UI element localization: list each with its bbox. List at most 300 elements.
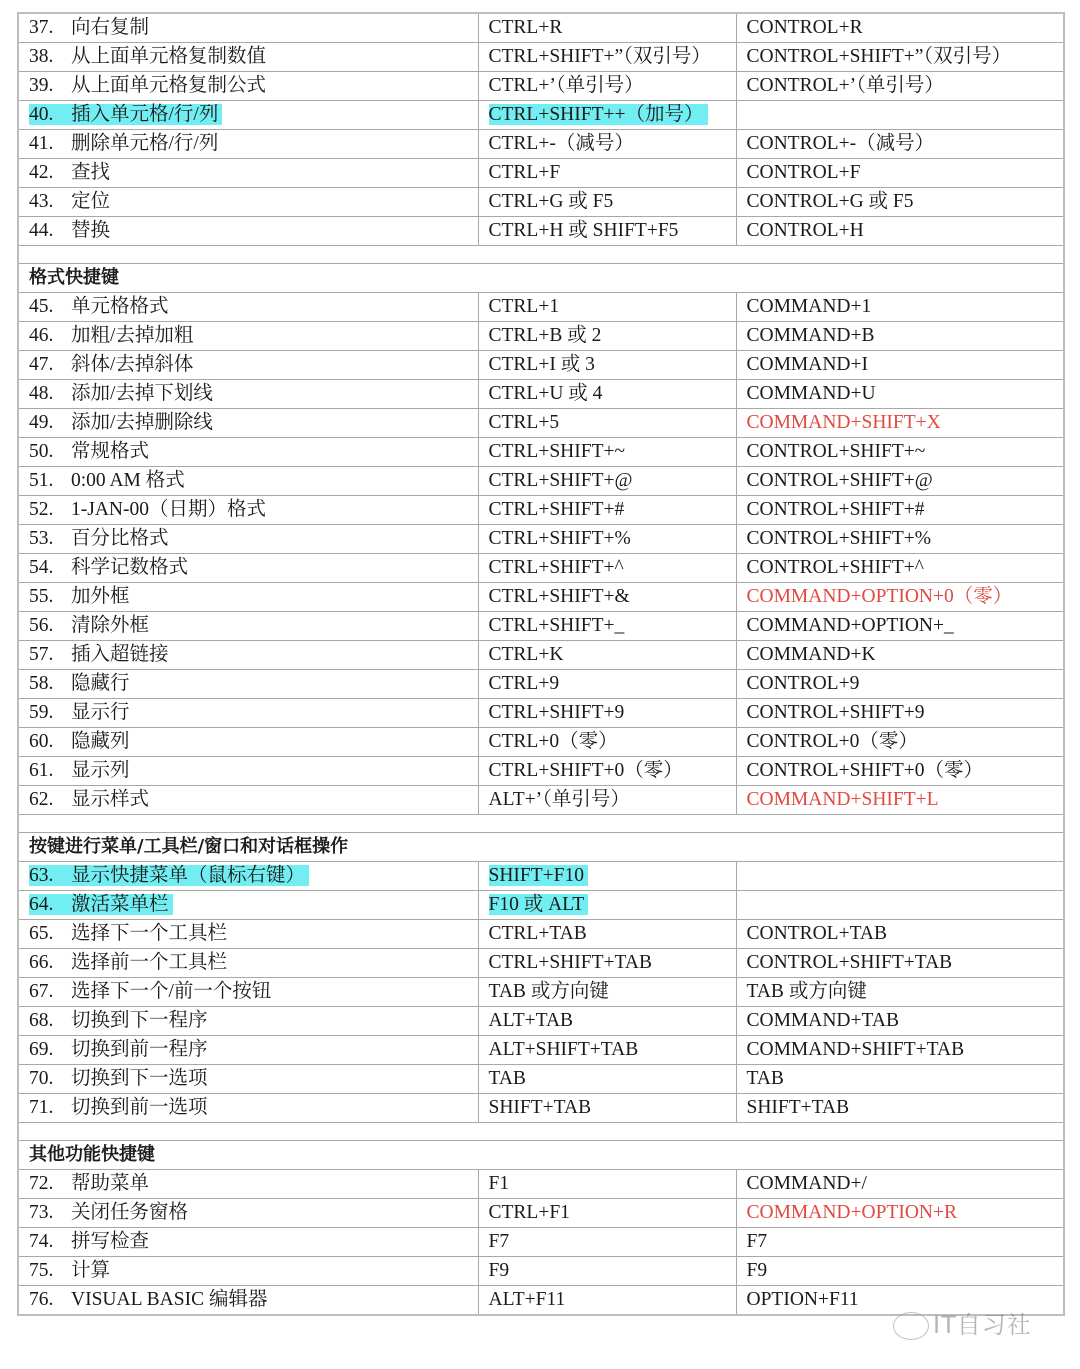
description-text: 隐藏行 (71, 673, 130, 694)
table-row (18, 351, 1064, 380)
table-row (18, 1199, 1064, 1228)
spacer-cell (18, 1123, 1064, 1141)
table-row (18, 217, 1064, 246)
description-text: 从上面单元格复制数值 (71, 46, 267, 67)
description-wrap (29, 981, 271, 1002)
description-text: 插入超链接 (71, 644, 169, 665)
windows-shortcut-cell (478, 757, 736, 786)
mac-shortcut: CONTROL+H (746, 220, 864, 241)
description-wrap (29, 383, 213, 404)
spacer-row (18, 1123, 1064, 1141)
windows-shortcut: CTRL+SHIFT+~ (488, 441, 626, 462)
table-row (18, 467, 1064, 496)
mac-shortcut: CONTROL+SHIFT+# (746, 499, 925, 520)
description-wrap (29, 354, 193, 375)
shortcut-description-cell (18, 1199, 478, 1228)
windows-shortcut-cell (478, 641, 736, 670)
description-text: 选择前一个工具栏 (71, 952, 228, 973)
mac-shortcut-cell (736, 757, 1064, 786)
shortcut-description-cell (18, 438, 478, 467)
shortcut-description-cell (18, 612, 478, 641)
mac-shortcut: CONTROL+-（减号） (746, 133, 935, 154)
table-row (18, 188, 1064, 217)
windows-shortcut-cell (478, 699, 736, 728)
mac-shortcut: COMMAND+K (746, 644, 876, 665)
windows-shortcut-cell (478, 1007, 736, 1036)
mac-shortcut-cell (736, 1257, 1064, 1286)
description-wrap (29, 441, 149, 462)
description-wrap (29, 1097, 208, 1118)
row-number: 51. (29, 470, 54, 491)
windows-shortcut: ALT+’（单引号） (488, 789, 630, 810)
table-row (18, 43, 1064, 72)
mac-shortcut-cell (736, 101, 1064, 130)
shortcut-description-cell (18, 978, 478, 1007)
row-number: 60. (29, 731, 54, 752)
windows-shortcut-cell (478, 217, 736, 246)
mac-shortcut-cell (736, 293, 1064, 322)
shortcut-description-cell (18, 1036, 478, 1065)
row-number: 43. (29, 191, 54, 212)
description-text: 切换到前一选项 (71, 1097, 208, 1118)
shortcut-description-cell (18, 101, 478, 130)
description-text: 加外框 (71, 586, 130, 607)
description-wrap (29, 499, 266, 520)
table-row (18, 409, 1064, 438)
mac-shortcut: CONTROL+TAB (746, 923, 888, 944)
shortcut-description-cell (18, 1065, 478, 1094)
table-row (18, 612, 1064, 641)
shortcut-description-cell (18, 380, 478, 409)
row-number: 49. (29, 412, 54, 433)
shortcut-description-cell (18, 699, 478, 728)
description-wrap (29, 586, 130, 607)
row-number: 44. (29, 220, 54, 241)
windows-shortcut: CTRL+SHIFT+^ (488, 557, 624, 578)
table-row (18, 438, 1064, 467)
row-number: 39. (29, 75, 54, 96)
windows-shortcut-cell (478, 786, 736, 815)
windows-shortcut-cell (478, 1257, 736, 1286)
windows-shortcut-cell (478, 1199, 736, 1228)
mac-shortcut-cell (736, 1094, 1064, 1123)
description-text: 常规格式 (71, 441, 150, 462)
windows-shortcut-cell (478, 525, 736, 554)
row-number: 47. (29, 354, 54, 375)
windows-shortcut: F1 (488, 1173, 510, 1194)
windows-shortcut-cell (478, 891, 736, 920)
description-text: 切换到下一选项 (71, 1068, 208, 1089)
description-wrap (29, 1039, 208, 1060)
windows-shortcut: F10 或 ALT (489, 894, 589, 915)
description-wrap (29, 673, 130, 694)
mac-shortcut: CONTROL+SHIFT+”（双引号） (746, 46, 1012, 67)
row-number: 72. (29, 1173, 54, 1194)
windows-shortcut-cell (478, 72, 736, 101)
row-number: 57. (29, 644, 54, 665)
windows-shortcut: CTRL+0（零） (488, 731, 618, 752)
table-row (18, 862, 1064, 891)
row-number: 41. (29, 133, 54, 154)
description-wrap (29, 325, 193, 346)
description-wrap (29, 1010, 208, 1031)
description-wrap (29, 644, 169, 665)
row-number: 48. (29, 383, 54, 404)
mac-shortcut-cell (736, 949, 1064, 978)
shortcut-description-cell (18, 43, 478, 72)
mac-shortcut: CONTROL+0（零） (746, 731, 918, 752)
description-wrap (29, 296, 169, 317)
mac-shortcut: CONTROL+R (746, 17, 863, 38)
shortcut-description-cell (18, 351, 478, 380)
windows-shortcut-cell (478, 409, 736, 438)
windows-shortcut-cell (478, 13, 736, 43)
mac-shortcut-cell (736, 1170, 1064, 1199)
description-wrap (29, 789, 149, 810)
description-wrap (29, 865, 309, 886)
mac-shortcut-cell (736, 862, 1064, 891)
windows-shortcut-cell (478, 1094, 736, 1123)
row-number: 76. (29, 1289, 54, 1310)
windows-shortcut-cell (478, 351, 736, 380)
row-number: 74. (29, 1231, 54, 1252)
windows-shortcut-cell (478, 322, 736, 351)
mac-shortcut-cell (736, 786, 1064, 815)
spacer-row (18, 815, 1064, 833)
description-wrap (29, 731, 130, 752)
windows-shortcut-cell (478, 949, 736, 978)
mac-shortcut-cell (736, 728, 1064, 757)
row-number: 66. (29, 952, 54, 973)
windows-shortcut-cell (478, 43, 736, 72)
shortcut-description-cell (18, 1228, 478, 1257)
description-wrap (29, 1202, 188, 1223)
shortcut-description-cell (18, 72, 478, 101)
shortcut-description-cell (18, 554, 478, 583)
row-number: 65. (29, 923, 54, 944)
mac-shortcut-cell (736, 583, 1064, 612)
shortcut-description-cell (18, 159, 478, 188)
windows-shortcut-cell (478, 1065, 736, 1094)
windows-shortcut: CTRL+U 或 4 (488, 383, 603, 404)
description-wrap (29, 133, 218, 154)
windows-shortcut-cell (478, 101, 736, 130)
description-text: 显示行 (71, 702, 130, 723)
table-row (18, 670, 1064, 699)
windows-shortcut-cell (478, 1036, 736, 1065)
row-number: 62. (29, 789, 54, 810)
wechat-logo-icon (893, 1312, 929, 1340)
description-text: 切换到前一程序 (71, 1039, 208, 1060)
row-number: 75. (29, 1260, 54, 1281)
windows-shortcut: TAB 或方向键 (488, 981, 609, 1002)
table-row (18, 728, 1064, 757)
windows-shortcut: ALT+TAB (488, 1010, 574, 1031)
mac-shortcut-cell (736, 217, 1064, 246)
description-wrap (29, 1289, 267, 1310)
description-text: 显示样式 (71, 789, 150, 810)
description-wrap (29, 923, 227, 944)
description-text: 从上面单元格复制公式 (71, 75, 267, 96)
table-row (18, 1036, 1064, 1065)
description-text: 替换 (71, 220, 111, 241)
description-text: 百分比格式 (71, 528, 169, 549)
windows-shortcut-cell (478, 1228, 736, 1257)
windows-shortcut: CTRL+5 (488, 412, 560, 433)
mac-shortcut-cell (736, 438, 1064, 467)
table-row (18, 13, 1064, 43)
description-text: 向右复制 (71, 17, 150, 38)
mac-shortcut-cell (736, 496, 1064, 525)
mac-shortcut: COMMAND+SHIFT+TAB (746, 1039, 965, 1060)
description-wrap (29, 220, 110, 241)
row-number: 59. (29, 702, 54, 723)
windows-shortcut-cell (478, 978, 736, 1007)
mac-shortcut-cell (736, 699, 1064, 728)
mac-shortcut: CONTROL+SHIFT+0（零） (746, 760, 984, 781)
windows-shortcut: ALT+F11 (488, 1289, 566, 1310)
description-text: 科学记数格式 (71, 557, 189, 578)
shortcut-description-cell (18, 1094, 478, 1123)
windows-shortcut: SHIFT+F10 (489, 865, 589, 886)
description-wrap (29, 1260, 110, 1281)
row-number: 56. (29, 615, 54, 636)
mac-shortcut-cell (736, 159, 1064, 188)
shortcut-description-cell (18, 1007, 478, 1036)
row-number: 73. (29, 1202, 54, 1223)
description-wrap (29, 470, 185, 491)
mac-shortcut: CONTROL+G 或 F5 (746, 191, 914, 212)
shortcut-description-cell (18, 786, 478, 815)
description-wrap (29, 1068, 208, 1089)
shortcut-description-cell (18, 862, 478, 891)
mac-shortcut-cell (736, 1036, 1064, 1065)
table-row (18, 322, 1064, 351)
windows-shortcut: CTRL+SHIFT+& (488, 586, 630, 607)
shortcut-description-cell (18, 757, 478, 786)
watermark: IT自习社 (893, 1305, 1032, 1340)
description-wrap (29, 615, 149, 636)
section-header-row (18, 833, 1064, 862)
shortcut-description-cell (18, 1286, 478, 1316)
shortcut-description-cell (18, 891, 478, 920)
windows-shortcut-cell (478, 496, 736, 525)
table-row (18, 891, 1064, 920)
table-row (18, 920, 1064, 949)
mac-shortcut-cell (736, 1065, 1064, 1094)
row-number: 61. (29, 760, 54, 781)
description-text: 选择下一个工具栏 (71, 923, 228, 944)
description-text: 拼写检查 (71, 1231, 150, 1252)
windows-shortcut-cell (478, 612, 736, 641)
windows-shortcut: CTRL+SHIFT+_ (488, 615, 625, 636)
table-row (18, 1170, 1064, 1199)
windows-shortcut: CTRL+SHIFT++（加号） (489, 104, 708, 125)
table-row (18, 786, 1064, 815)
mac-shortcut: COMMAND+OPTION+_ (746, 615, 954, 636)
shortcut-description-cell (18, 188, 478, 217)
description-text: 加粗/去掉加粗 (71, 325, 194, 346)
shortcut-description-cell (18, 322, 478, 351)
table-row (18, 159, 1064, 188)
description-text: 选择下一个/前一个按钮 (71, 981, 272, 1002)
description-text: 单元格格式 (71, 296, 169, 317)
row-number: 71. (29, 1097, 54, 1118)
section-title: 按键进行菜单/工具栏/窗口和对话框操作 (18, 833, 1064, 862)
windows-shortcut-cell (478, 670, 736, 699)
description-text: 隐藏列 (71, 731, 130, 752)
windows-shortcut: CTRL+B 或 2 (488, 325, 602, 346)
description-wrap (29, 528, 169, 549)
mac-shortcut: COMMAND+SHIFT+L (746, 789, 939, 810)
mac-shortcut-cell (736, 978, 1064, 1007)
windows-shortcut-cell (478, 438, 736, 467)
section-header-row (18, 1141, 1064, 1170)
mac-shortcut-cell (736, 351, 1064, 380)
windows-shortcut-cell (478, 467, 736, 496)
spacer-cell (18, 815, 1064, 833)
windows-shortcut: CTRL+SHIFT+”（双引号） (488, 46, 711, 67)
windows-shortcut-cell (478, 130, 736, 159)
table-row (18, 978, 1064, 1007)
shortcut-description-cell (18, 670, 478, 699)
mac-shortcut: SHIFT+TAB (746, 1097, 850, 1118)
mac-shortcut-cell (736, 641, 1064, 670)
table-row (18, 293, 1064, 322)
windows-shortcut-cell (478, 862, 736, 891)
mac-shortcut: TAB (746, 1068, 784, 1089)
mac-shortcut-cell (736, 670, 1064, 699)
description-text: 定位 (71, 191, 111, 212)
shortcut-description-cell (18, 217, 478, 246)
table-row (18, 130, 1064, 159)
windows-shortcut: SHIFT+TAB (488, 1097, 592, 1118)
spacer-cell (18, 246, 1064, 264)
windows-shortcut: TAB (488, 1068, 526, 1089)
row-number: 63. (29, 865, 54, 886)
description-wrap (29, 1231, 149, 1252)
table-row (18, 72, 1064, 101)
windows-shortcut-cell (478, 583, 736, 612)
mac-shortcut: F7 (746, 1231, 768, 1252)
description-text: 帮助菜单 (71, 1173, 150, 1194)
shortcut-description-cell (18, 525, 478, 554)
mac-shortcut-cell (736, 322, 1064, 351)
description-text: VISUAL BASIC 编辑器 (71, 1289, 268, 1310)
shortcut-description-cell (18, 1257, 478, 1286)
table-row (18, 949, 1064, 978)
windows-shortcut: CTRL+G 或 F5 (488, 191, 614, 212)
description-wrap (29, 104, 222, 125)
shortcut-description-cell (18, 496, 478, 525)
windows-shortcut-cell (478, 920, 736, 949)
description-text: 1-JAN-00（日期）格式 (71, 499, 266, 520)
description-wrap (29, 46, 266, 67)
row-number: 53. (29, 528, 54, 549)
table-row (18, 525, 1064, 554)
shortcut-description-cell (18, 409, 478, 438)
table-row (18, 641, 1064, 670)
table-row (18, 1065, 1064, 1094)
row-number: 55. (29, 586, 54, 607)
mac-shortcut: CONTROL+’（单引号） (746, 75, 944, 96)
windows-shortcut: CTRL+1 (488, 296, 560, 317)
section-title: 格式快捷键 (18, 264, 1064, 293)
windows-shortcut-cell (478, 380, 736, 409)
mac-shortcut-cell (736, 43, 1064, 72)
table-row (18, 1007, 1064, 1036)
description-text: 0:00 AM 格式 (71, 470, 185, 491)
description-wrap (29, 702, 130, 723)
mac-shortcut: COMMAND+/ (746, 1173, 867, 1194)
mac-shortcut: CONTROL+SHIFT+9 (746, 702, 925, 723)
row-number: 38. (29, 46, 54, 67)
mac-shortcut: COMMAND+SHIFT+X (746, 412, 941, 433)
shortcut-description-cell (18, 920, 478, 949)
description-text: 斜体/去掉斜体 (71, 354, 194, 375)
mac-shortcut: COMMAND+OPTION+R (746, 1202, 958, 1223)
windows-shortcut: CTRL+SHIFT+# (488, 499, 625, 520)
windows-shortcut: F9 (488, 1260, 510, 1281)
description-text: 删除单元格/行/列 (71, 133, 219, 154)
row-number: 64. (29, 894, 54, 915)
mac-shortcut: CONTROL+SHIFT+TAB (746, 952, 953, 973)
description-wrap (29, 75, 266, 96)
row-number: 52. (29, 499, 54, 520)
section-title: 其他功能快捷键 (18, 1141, 1064, 1170)
row-number: 68. (29, 1010, 54, 1031)
mac-shortcut-cell (736, 920, 1064, 949)
mac-shortcut-cell (736, 13, 1064, 43)
row-number: 69. (29, 1039, 54, 1060)
mac-shortcut: CONTROL+F (746, 162, 861, 183)
spacer-row (18, 246, 1064, 264)
table-row (18, 554, 1064, 583)
mac-shortcut: F9 (746, 1260, 768, 1281)
description-text: 切换到下一程序 (71, 1010, 208, 1031)
description-text: 添加/去掉下划线 (71, 383, 213, 404)
windows-shortcut: CTRL+K (488, 644, 564, 665)
mac-shortcut-cell (736, 380, 1064, 409)
windows-shortcut-cell (478, 188, 736, 217)
windows-shortcut-cell (478, 1170, 736, 1199)
windows-shortcut: CTRL+SHIFT+% (488, 528, 631, 549)
description-text: 激活菜单栏 (71, 894, 169, 915)
windows-shortcut-cell (478, 728, 736, 757)
mac-shortcut: COMMAND+B (746, 325, 875, 346)
mac-shortcut: CONTROL+SHIFT+% (746, 528, 931, 549)
table-row (18, 1094, 1064, 1123)
mac-shortcut: CONTROL+SHIFT+~ (746, 441, 926, 462)
row-number: 54. (29, 557, 54, 578)
row-number: 40. (29, 104, 54, 125)
windows-shortcut: CTRL+TAB (488, 923, 587, 944)
shortcut-description-cell (18, 1170, 478, 1199)
mac-shortcut: COMMAND+I (746, 354, 869, 375)
windows-shortcut: CTRL+-（减号） (488, 133, 634, 154)
shortcut-description-cell (18, 728, 478, 757)
table-row (18, 101, 1064, 130)
row-number: 37. (29, 17, 54, 38)
table-row (18, 583, 1064, 612)
description-wrap (29, 760, 130, 781)
windows-shortcut-cell (478, 159, 736, 188)
windows-shortcut-cell (478, 1286, 736, 1316)
mac-shortcut: CONTROL+SHIFT+@ (746, 470, 933, 491)
description-wrap (29, 952, 227, 973)
row-number: 67. (29, 981, 54, 1002)
shortcut-description-cell (18, 130, 478, 159)
